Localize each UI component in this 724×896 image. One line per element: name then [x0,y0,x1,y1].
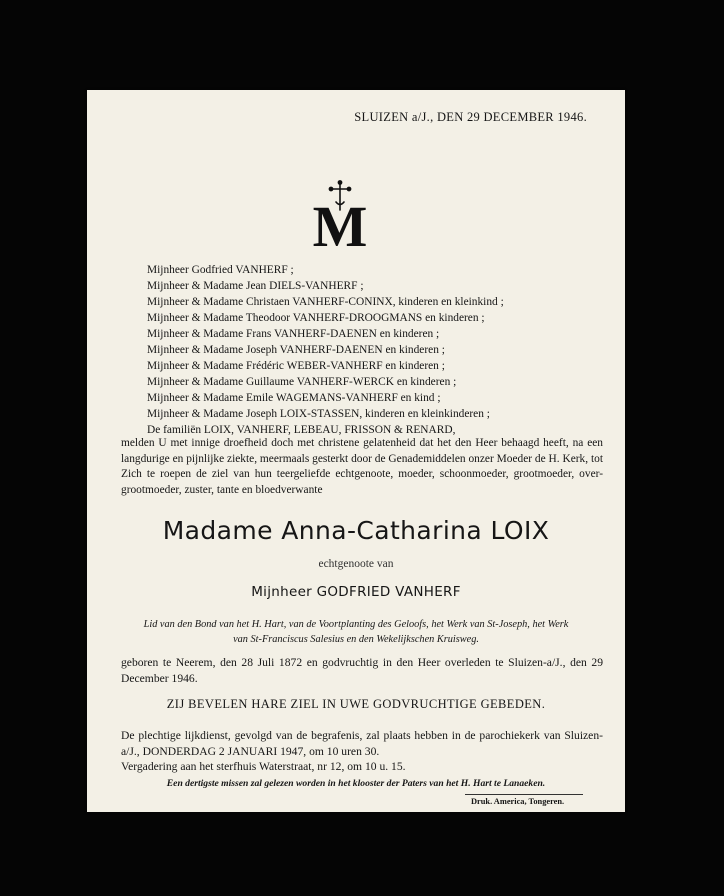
monogram-letter: M [312,194,368,250]
announcement-text: melden U met innige droefheid doch met christene gelatenheid dat het den Heer behaagd heeft, na een langdurige en pijnlijke ziekte, meermaals gesterkt door de Genademiddelen onzer Moeder de H. Kerk, tot Zich te roepen de ziel van hun teergeliefde echtgenoote, moeder, schoonmoeder, grootmoeder, over-grootmoeder, zuster, tante en bloedverwante [121,437,603,497]
deceased-name: Madame Anna-Catharina LOIX [162,516,550,545]
family-line: Mijnheer & Madame Frans VANHERF-DAENEN en kinderen ; [147,328,440,340]
family-line: Mijnheer & Madame Emile WAGEMANS-VANHERF en kind ; [147,392,441,404]
family-line: Mijnheer & Madame Guillaume VANHERF-WERCK en kinderen ; [147,376,457,388]
cross-icon [300,180,380,250]
family-line: Mijnheer & Madame Joseph VANHERF-DAENEN en kinderen ; [147,344,445,356]
gathering-text: Vergadering aan het sterfhuis Waterstraat, nr 12, om 10 u. 15. [121,760,406,773]
family-line: Mijnheer & Madame Frédéric WEBER-VANHERF en kinderen ; [147,360,445,372]
place-date: SLUIZEN a/J., DEN 29 DECEMBER 1946. [354,110,587,124]
family-list [147,262,504,438]
family-line: Mijnheer & Madame Theodoor VANHERF-DROOGMANS en kinderen ; [147,312,485,324]
spouse-of-label: echtgenoote van [318,558,394,570]
monogram-emblem [300,180,380,250]
mourning-card [87,90,625,812]
family-line: Mijnheer Godfried VANHERF ; [147,264,294,276]
printer-credit: Druk. America, Tongeren. [471,797,565,806]
membership-text: Lid van den Bond van het H. Hart, van de Voortplanting des Geloofs, het Werk van St-Joseph, het Werk van St-Franciscus Salesius en den Wekelijkschen Kruisweg. [143,619,569,645]
family-line: Mijnheer & Madame Christaen VANHERF-CONINX, kinderen en kleinkind ; [147,296,504,308]
masses-note: Een dertigste missen zal gelezen worden in het klooster der Paters van het H. Hart te Lanaeken. [166,778,546,789]
funeral-service-text: De plechtige lijkdienst, gevolgd van de begrafenis, zal plaats hebben in de parochiekerk van Sluizen-a/J., DONDERDAG 2 JANUARI 1947, om 10 uren 30. [121,729,603,758]
husband-name: Mijnheer GODFRIED VANHERF [251,584,461,600]
family-line: Mijnheer & Madame Joseph LOIX-STASSEN, kinderen en kleinkinderen ; [147,408,490,420]
family-line: De familiën LOIX, VANHERF, LEBEAU, FRISSON & RENARD, [147,424,456,436]
birth-death-text: geboren te Neerem, den 28 Juli 1872 en godvruchtig in den Heer overleden te Sluizen-a/J., den 29 December 1946. [121,656,603,685]
family-line: Mijnheer & Madame Jean DIELS-VANHERF ; [147,280,364,292]
prayer-request: ZIJ BEVELEN HARE ZIEL IN UWE GODVRUCHTIGE GEBEDEN. [166,697,546,711]
divider [465,794,583,795]
